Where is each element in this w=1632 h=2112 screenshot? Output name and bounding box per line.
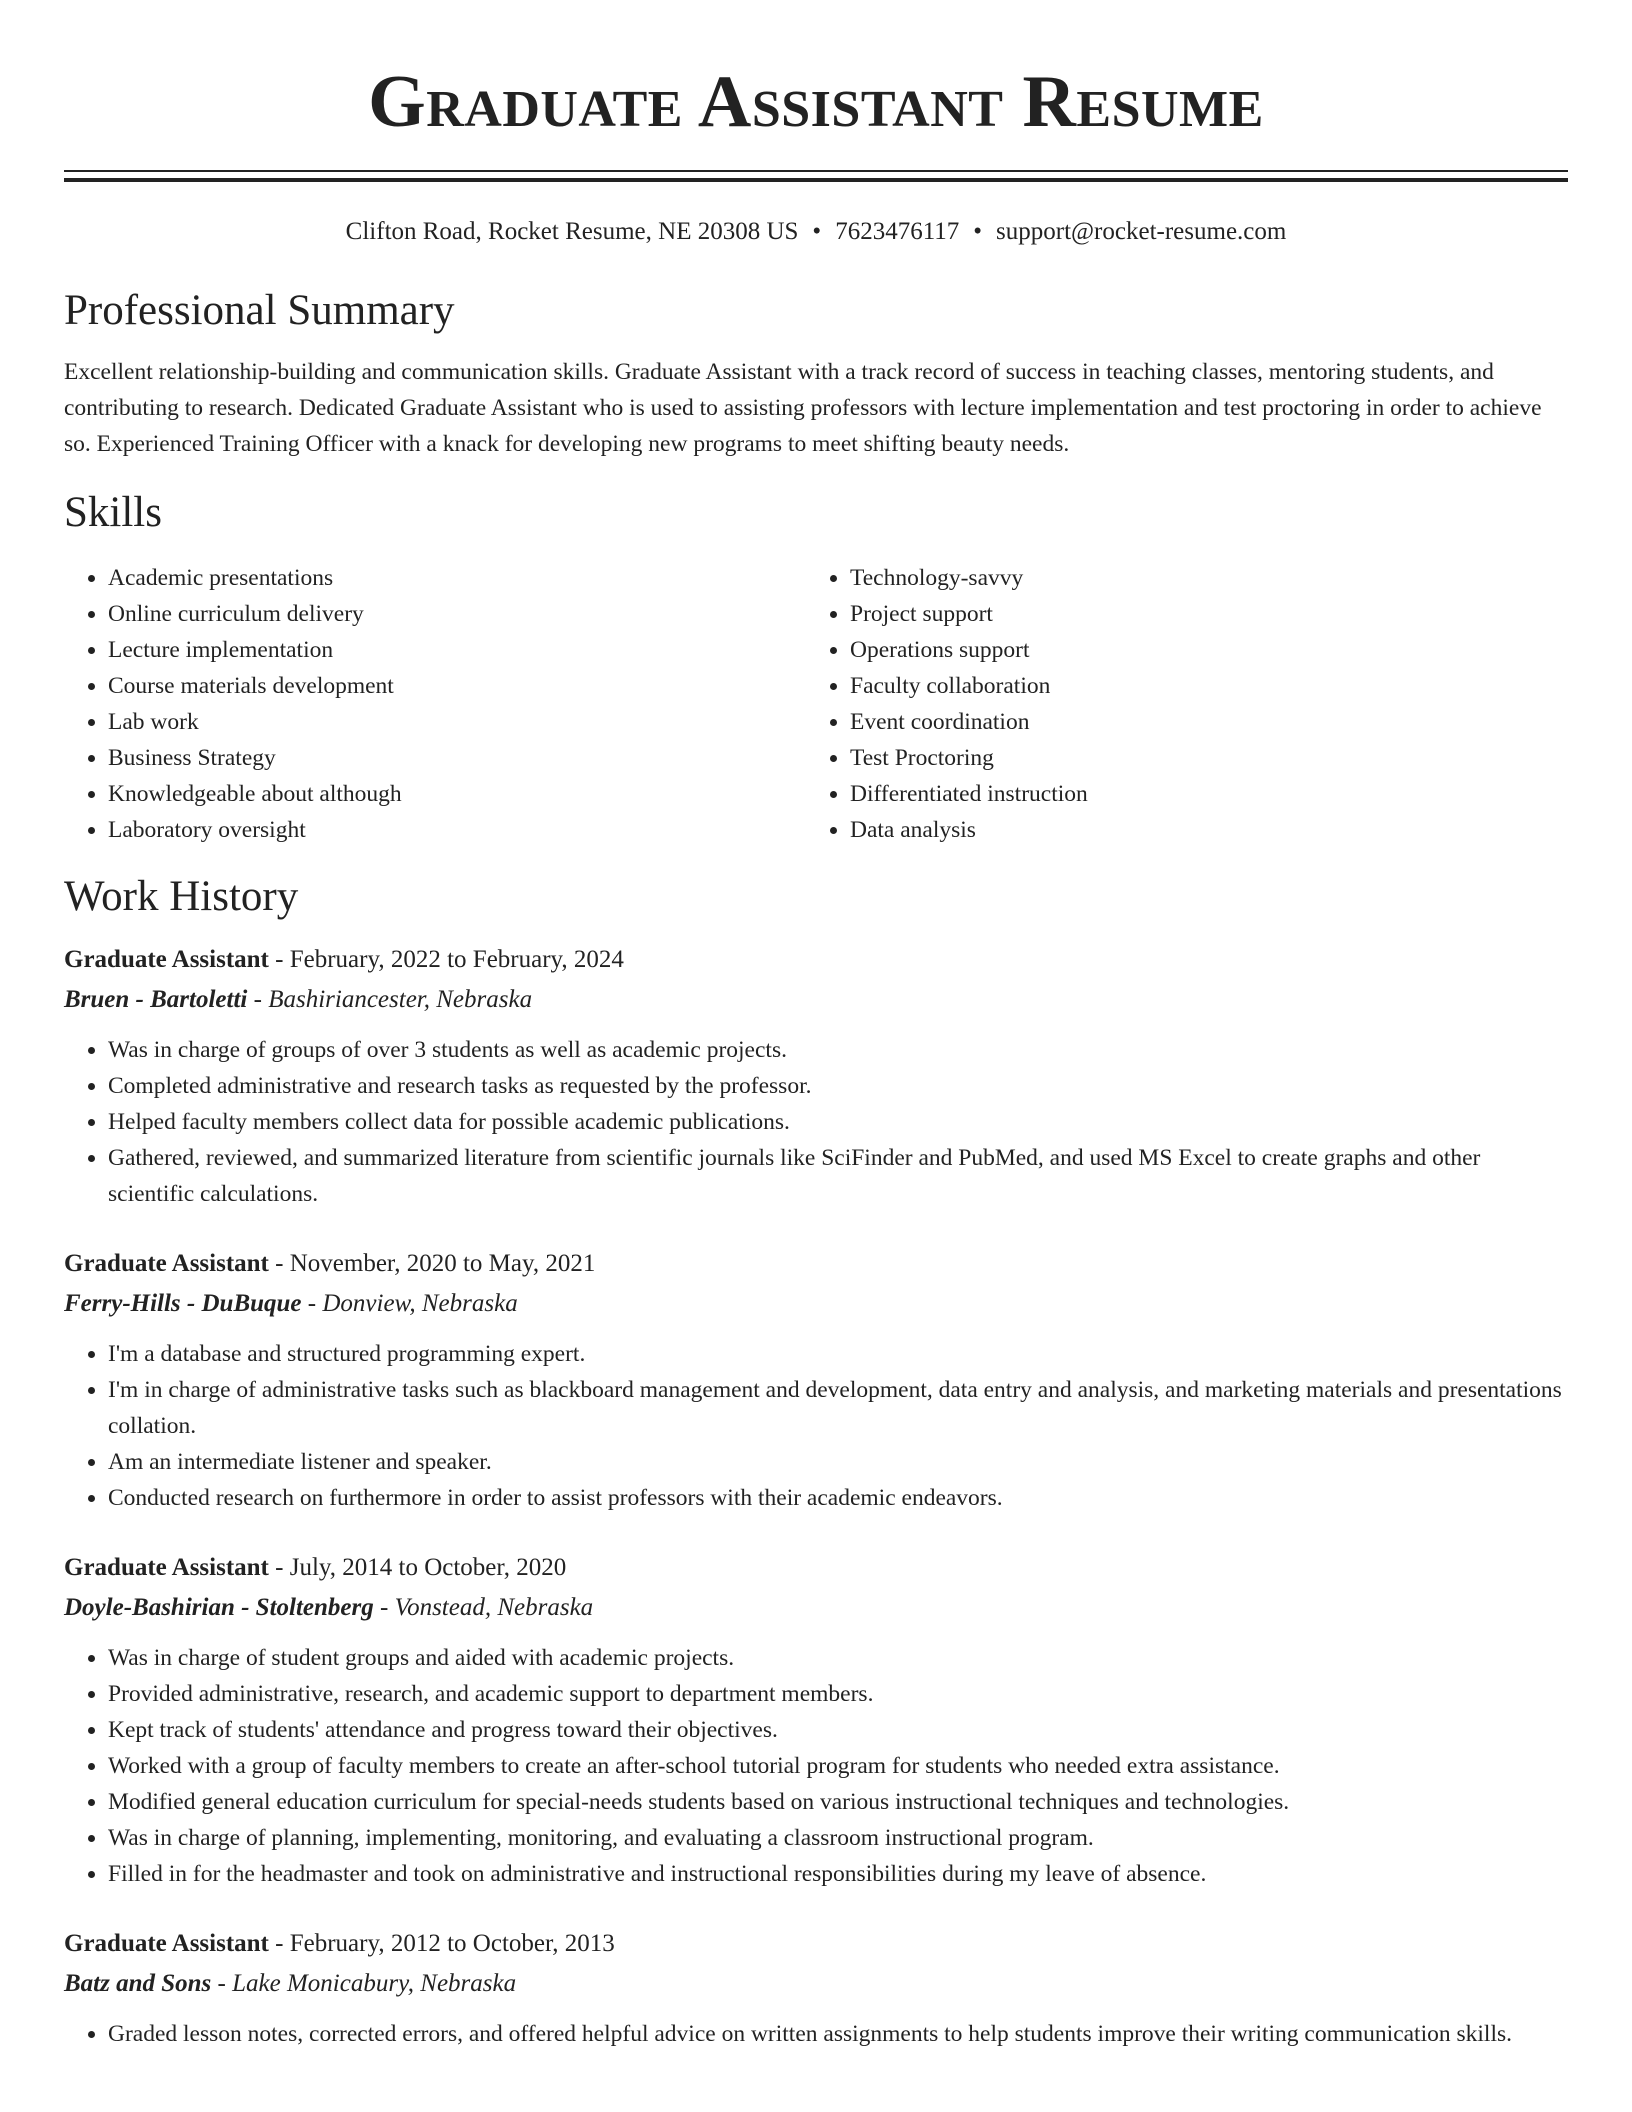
job-title-line — [64, 1548, 1568, 1588]
skill-item: • Differentiated instruction — [850, 776, 1568, 812]
job-dash: - — [268, 946, 290, 973]
job-bullets — [64, 2016, 1568, 2052]
job-company: Ferry-Hills - DuBuque — [64, 1290, 302, 1317]
job-location: Lake Monicabury, Nebraska — [232, 1970, 517, 1997]
job-dash: - — [268, 1250, 290, 1277]
job-entry — [64, 1924, 1568, 2052]
job-location: Vonstead, Nebraska — [394, 1594, 594, 1621]
job-bullet: • I'm in charge of administrative tasks such as blackboard management and development, data entry and analysis, and marketing materials and presentations collation. — [108, 1372, 1568, 1444]
skill-item: • Lecture implementation — [108, 632, 806, 668]
skill-item: • Knowledgeable about although — [108, 776, 806, 812]
job-bullets — [64, 1640, 1568, 1892]
job-company-line — [64, 1284, 1568, 1324]
job-bullet: • Worked with a group of faculty members to create an after-school tutorial program for students who needed extra assistance. — [108, 1748, 1568, 1784]
job-title: Graduate Assistant — [64, 946, 269, 973]
skills-list-left — [64, 560, 806, 848]
job-bullet: • Completed administrative and research tasks as requested by the professor. — [108, 1068, 1568, 1104]
job-dash: - — [247, 986, 269, 1013]
resume-title: Graduate Assistant Resume — [368, 61, 1264, 143]
job-dash: - — [211, 1970, 233, 1997]
resume-page — [64, 0, 1568, 2052]
job-bullet: • Am an intermediate listener and speaker. — [108, 1444, 1568, 1480]
job-bullet: • Provided administrative, research, and academic support to department members. — [108, 1676, 1568, 1712]
job-dates: February, 2012 to October, 2013 — [289, 1930, 615, 1957]
job-dates: February, 2022 to February, 2024 — [289, 946, 624, 973]
job-title: Graduate Assistant — [64, 1554, 269, 1581]
job-bullet: • Filled in for the headmaster and took on administrative and instructional responsibilities during my leave of absence. — [108, 1856, 1568, 1892]
skill-item: • Test Proctoring — [850, 740, 1568, 776]
skill-item: • Operations support — [850, 632, 1568, 668]
contact-email: support@rocket-resume.com — [996, 218, 1287, 245]
job-bullet: • Conducted research on furthermore in order to assist professors with their academic endeavors. — [108, 1480, 1568, 1516]
skill-item: • Lab work — [108, 704, 806, 740]
title-rule-thin — [64, 170, 1568, 172]
contact-phone: 7623476117 — [835, 218, 960, 245]
job-bullet: • Graded lesson notes, corrected errors, and offered helpful advice on written assignments to help students improve their writing communication skills. — [108, 2016, 1568, 2052]
job-location: Donview, Nebraska — [322, 1290, 518, 1317]
job-title-line — [64, 1924, 1568, 1964]
skill-item: • Academic presentations — [108, 560, 806, 596]
job-title-line — [64, 1244, 1568, 1284]
contact-separator: • — [812, 218, 822, 245]
skill-item: • Technology-savvy — [850, 560, 1568, 596]
work-history-heading: Work History — [64, 873, 299, 920]
work-history-list — [64, 940, 1568, 2052]
job-bullet: • Gathered, reviewed, and summarized literature from scientific journals like SciFinder and PubMed, and used MS Excel to create graphs and other scientific calculations. — [108, 1140, 1568, 1212]
job-dash: - — [268, 1930, 290, 1957]
job-bullet: • Kept track of students' attendance and progress toward their objectives. — [108, 1712, 1568, 1748]
job-title-line — [64, 940, 1568, 980]
job-dash: - — [301, 1290, 323, 1317]
job-dates: November, 2020 to May, 2021 — [289, 1250, 596, 1277]
contact-address: Clifton Road, Rocket Resume, NE 20308 US — [345, 218, 799, 245]
job-company-line — [64, 1964, 1568, 2004]
job-title: Graduate Assistant — [64, 1250, 269, 1277]
job-bullet: • Was in charge of groups of over 3 students as well as academic projects. — [108, 1032, 1568, 1068]
skill-item: • Course materials development — [108, 668, 806, 704]
job-bullets — [64, 1032, 1568, 1212]
job-location: Bashiriancester, Nebraska — [268, 986, 533, 1013]
contact-line — [64, 214, 1568, 250]
skill-item: • Project support — [850, 596, 1568, 632]
job-company: Bruen - Bartoletti — [64, 986, 248, 1013]
skill-item: • Event coordination — [850, 704, 1568, 740]
job-company-line — [64, 980, 1568, 1020]
job-dash: - — [373, 1594, 395, 1621]
skills-list-right — [806, 560, 1568, 848]
skill-item: • Data analysis — [850, 812, 1568, 848]
job-dates: July, 2014 to October, 2020 — [289, 1554, 567, 1581]
job-entry — [64, 1548, 1568, 1892]
title-rule-thick — [64, 178, 1568, 182]
job-bullet: • Helped faculty members collect data for possible academic publications. — [108, 1104, 1568, 1140]
job-entry — [64, 1244, 1568, 1516]
job-bullet: • I'm a database and structured programming expert. — [108, 1336, 1568, 1372]
summary-heading: Professional Summary — [64, 287, 455, 334]
job-bullets — [64, 1336, 1568, 1516]
skills-columns — [64, 560, 1568, 848]
skill-item: • Online curriculum delivery — [108, 596, 806, 632]
job-company-line — [64, 1588, 1568, 1628]
skills-heading: Skills — [64, 489, 162, 536]
summary-text: Excellent relationship-building and communication skills. Graduate Assistant with a track record of success in teaching classes, mentoring students, and contributing to research. Dedicated Graduate Assistant who is used to assisting professors with lecture implementation and test proctoring in order to achieve so. Experienced Training Officer with a knack for developing new programs to meet shifting beauty needs. — [64, 359, 1542, 457]
job-bullet: • Was in charge of planning, implementing, monitoring, and evaluating a classroom instructional program. — [108, 1820, 1568, 1856]
skill-item: • Laboratory oversight — [108, 812, 806, 848]
job-title: Graduate Assistant — [64, 1930, 269, 1957]
job-bullet: • Modified general education curriculum for special-needs students based on various instructional techniques and technologies. — [108, 1784, 1568, 1820]
job-company: Doyle-Bashirian - Stoltenberg — [64, 1594, 374, 1621]
job-bullet: • Was in charge of student groups and aided with academic projects. — [108, 1640, 1568, 1676]
job-dash: - — [268, 1554, 290, 1581]
job-entry — [64, 940, 1568, 1212]
skill-item: • Faculty collaboration — [850, 668, 1568, 704]
job-company: Batz and Sons — [64, 1970, 212, 1997]
skill-item: • Business Strategy — [108, 740, 806, 776]
contact-separator: • — [973, 218, 983, 245]
